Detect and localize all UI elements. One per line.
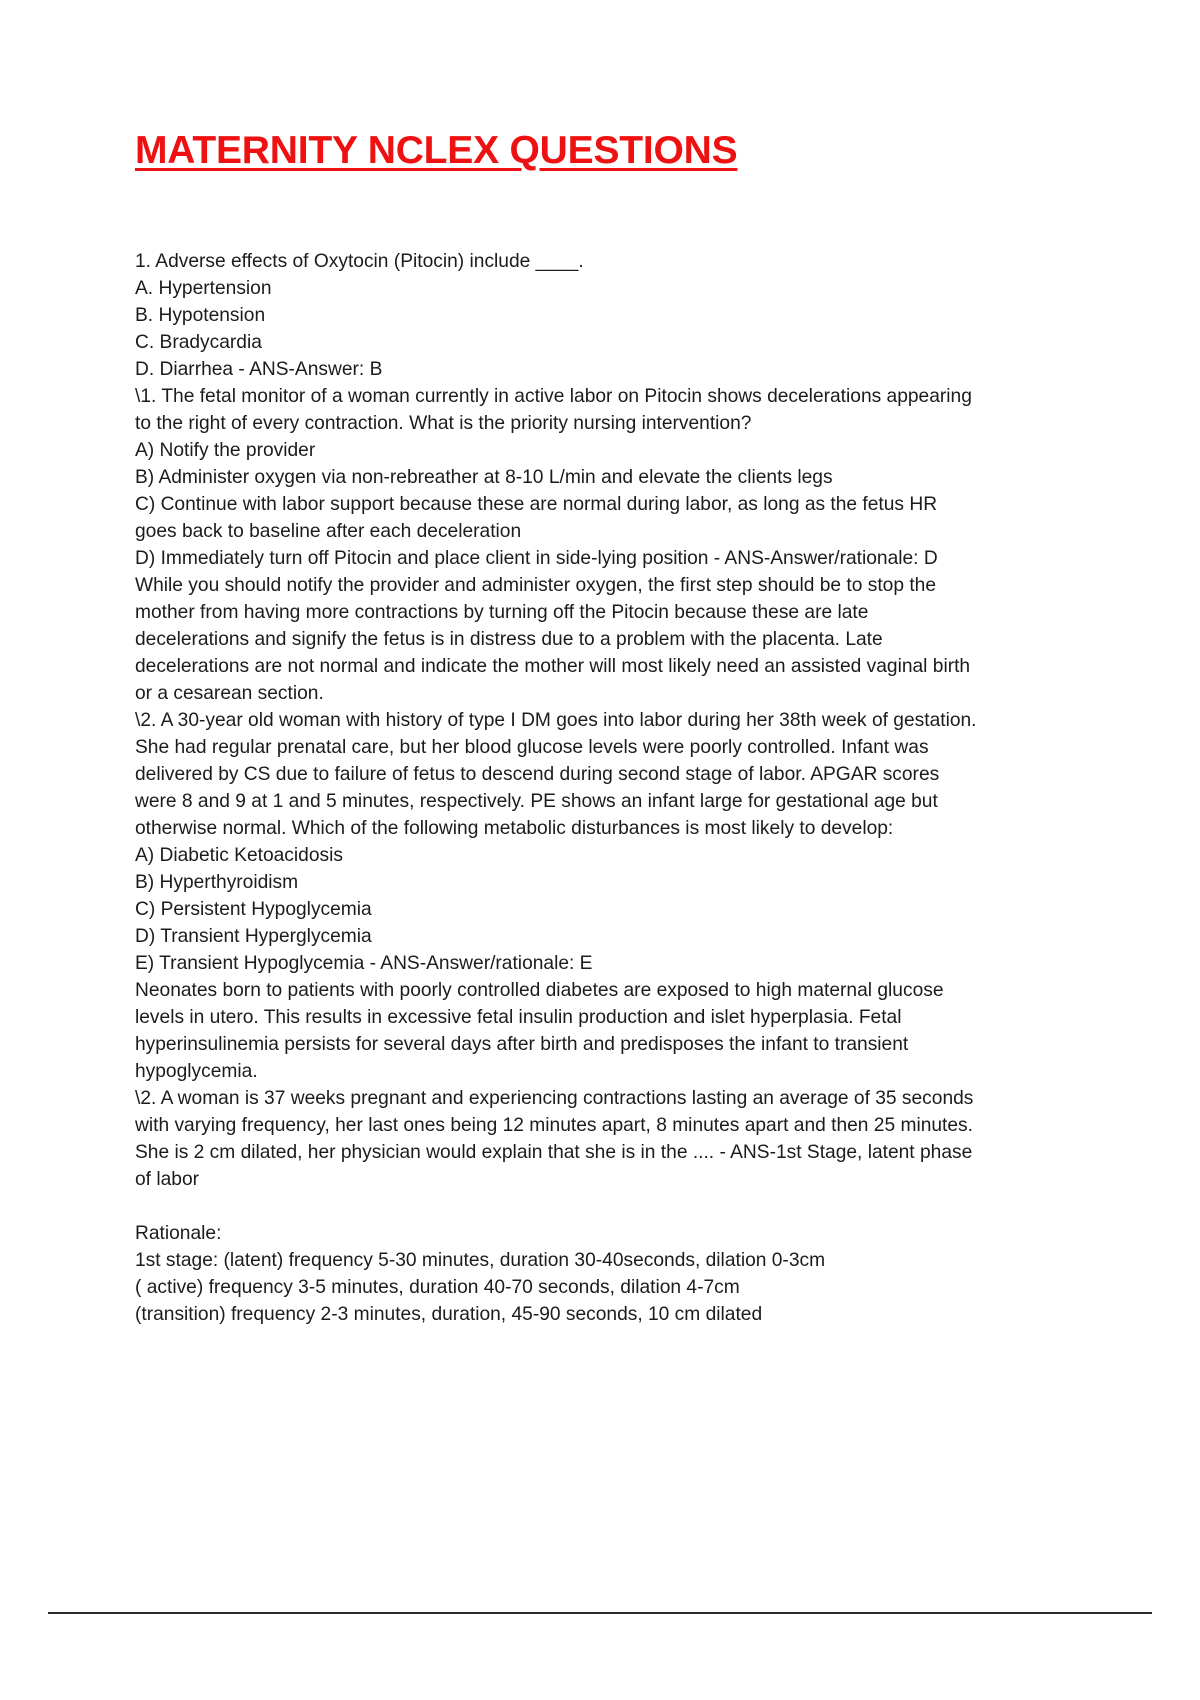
body-line: Rationale: — [135, 1223, 222, 1244]
body-line: D. Diarrhea - ANS-Answer: B — [135, 359, 383, 380]
body-line: C) Continue with labor support because these are normal during labor, as long as the fetus HR goes back to baseline after each deceleration — [135, 494, 938, 542]
body-line: D) Transient Hyperglycemia — [135, 926, 372, 947]
blank-line — [135, 1193, 978, 1220]
body-line: 1. Adverse effects of Oxytocin (Pitocin) include ____. — [135, 251, 584, 272]
body-line: \2. A woman is 37 weeks pregnant and experiencing contractions lasting an average of 35 seconds with varying frequency, her last ones being 12 minutes apart, 8 minutes apart and then 25 minutes. She is 2 cm dilated, her physician would explain that she is in the .... - ANS-1st Stage, latent phase of labor — [135, 1088, 974, 1190]
body-line: C) Persistent Hypoglycemia — [135, 899, 372, 920]
body-line: (transition) frequency 2-3 minutes, duration, 45-90 seconds, 10 cm dilated — [135, 1304, 763, 1325]
body-line: A) Diabetic Ketoacidosis — [135, 845, 343, 866]
body-line: D) Immediately turn off Pitocin and place client in side-lying position - ANS-Answer/rationale: D — [135, 548, 938, 569]
body-line: \2. A 30-year old woman with history of type I DM goes into labor during her 38th week of gestation. She had regular prenatal care, but her blood glucose levels were poorly controlled. Infant was delivered by CS due to failure of fetus to descend during second stage of labor. APGAR scores were 8 and 9 at 1 and 5 minutes, respectively. PE shows an infant large for gestational age but otherwise normal. Which of the following metabolic disturbances is most likely to develop: — [135, 710, 977, 839]
body-line: A. Hypertension — [135, 278, 272, 299]
horizontal-rule — [48, 1612, 1152, 1614]
body-line: Neonates born to patients with poorly controlled diabetes are exposed to high maternal glucose levels in utero. This results in excessive fetal insulin production and islet hyperplasia. Fetal hyperinsulinemia persists for several days after birth and predisposes the infant to transient hypoglycemia. — [135, 980, 944, 1082]
body-line: 1st stage: (latent) frequency 5-30 minutes, duration 30-40seconds, dilation 0-3cm — [135, 1250, 826, 1271]
body-line: A) Notify the provider — [135, 440, 316, 461]
body-line: E) Transient Hypoglycemia - ANS-Answer/rationale: E — [135, 953, 593, 974]
document-body — [135, 248, 978, 1328]
page-title: MATERNITY NCLEX QUESTIONS — [135, 129, 738, 172]
body-line: \1. The fetal monitor of a woman currently in active labor on Pitocin shows decelerations appearing to the right of every contraction. What is the priority nursing intervention? — [135, 386, 972, 434]
body-line: C. Bradycardia — [135, 332, 262, 353]
body-line: While you should notify the provider and administer oxygen, the first step should be to stop the mother from having more contractions by turning off the Pitocin because these are late decelerations and signify the fetus is in distress due to a problem with the placenta. Late decelerations are not normal and indicate the mother will most likely need an assisted vaginal birth or a cesarean section. — [135, 575, 971, 704]
body-line: ( active) frequency 3-5 minutes, duration 40-70 seconds, dilation 4-7cm — [135, 1277, 740, 1298]
body-line: B. Hypotension — [135, 305, 266, 326]
body-line: B) Administer oxygen via non-rebreather at 8-10 L/min and elevate the clients legs — [135, 467, 833, 488]
body-line: B) Hyperthyroidism — [135, 872, 299, 893]
